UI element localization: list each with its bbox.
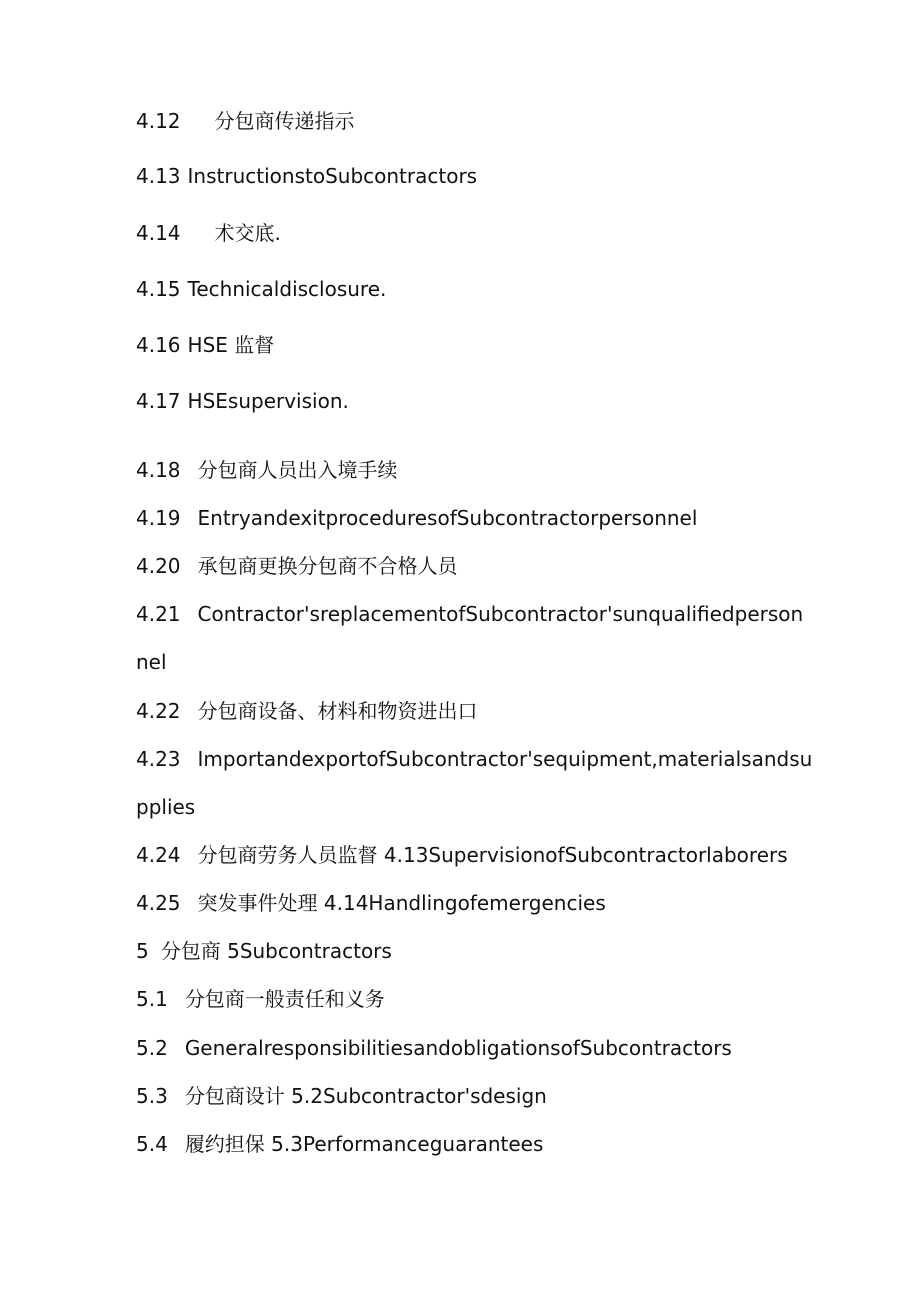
toc-line-continuation — [136, 650, 167, 674]
toc-line — [136, 891, 606, 915]
section-number: 4.16 — [136, 333, 181, 357]
section-title: 突发事件处理 4.14Handlingofemergencies — [197, 891, 606, 915]
section-title: EntryandexitproceduresofSubcontractorpersonnel — [197, 506, 698, 530]
section-number: 5.1 — [136, 987, 168, 1011]
toc-line — [136, 939, 392, 963]
section-number: 4.17 — [136, 389, 181, 413]
toc-line — [136, 109, 355, 133]
toc-line — [136, 1084, 547, 1108]
section-number: 4.18 — [136, 458, 181, 482]
toc-line — [136, 987, 385, 1011]
section-number: 5.2 — [136, 1036, 168, 1060]
toc-line — [136, 506, 697, 530]
section-number: 4.23 — [136, 747, 181, 771]
section-number: 4.15 — [136, 277, 181, 301]
section-title: HSEsupervision. — [187, 389, 349, 413]
section-number: 5.3 — [136, 1084, 168, 1108]
section-title: GeneralresponsibilitiesandobligationsofSubcontractors — [184, 1036, 732, 1060]
toc-line — [136, 389, 349, 413]
section-title: 分包商劳务人员监督 4.13SupervisionofSubcontractorlaborers — [197, 843, 788, 867]
toc-line-continuation — [136, 795, 195, 819]
section-title: 术交底. — [214, 221, 281, 245]
section-number: 4.24 — [136, 843, 181, 867]
section-number: 4.19 — [136, 506, 181, 530]
section-title: ImportandexportofSubcontractor'sequipment,materialsandsu — [197, 747, 813, 771]
section-title: 分包商 5Subcontractors — [160, 939, 392, 963]
section-number: 5 — [136, 939, 149, 963]
toc-line — [136, 747, 812, 771]
toc-line — [136, 602, 803, 626]
section-title: 分包商设备、材料和物资进出口 — [197, 699, 478, 723]
section-title-continuation: pplies — [136, 795, 196, 819]
section-title: 履约担保 5.3Performanceguarantees — [184, 1132, 544, 1156]
toc-line — [136, 458, 398, 482]
section-title: 承包商更换分包商不合格人员 — [197, 554, 458, 578]
section-number: 4.22 — [136, 699, 181, 723]
section-title: 分包商传递指示 — [214, 109, 355, 133]
section-number: 4.14 — [136, 221, 181, 245]
toc-line — [136, 699, 478, 723]
section-title: 分包商人员出入境手续 — [197, 458, 398, 482]
section-number: 4.20 — [136, 554, 181, 578]
toc-line — [136, 1036, 732, 1060]
section-number: 4.25 — [136, 891, 181, 915]
section-title: InstructionstoSubcontractors — [187, 164, 478, 188]
section-title-continuation: nel — [136, 650, 167, 674]
section-title: Contractor'sreplacementofSubcontractor'sunqualifiedperson — [197, 602, 804, 626]
toc-line — [136, 221, 281, 245]
section-title: 分包商设计 5.2Subcontractor'sdesign — [184, 1084, 547, 1108]
section-title: HSE 监督 — [187, 333, 275, 357]
section-title: 分包商一般责任和义务 — [184, 987, 385, 1011]
section-number: 4.21 — [136, 602, 181, 626]
toc-line — [136, 1132, 543, 1156]
section-number: 4.12 — [136, 109, 181, 133]
toc-line — [136, 164, 477, 188]
toc-line — [136, 277, 386, 301]
toc-line — [136, 843, 788, 867]
toc-line — [136, 554, 458, 578]
section-number: 5.4 — [136, 1132, 168, 1156]
toc-line — [136, 333, 274, 357]
section-title: Technicaldisclosure. — [187, 277, 387, 301]
section-number: 4.13 — [136, 164, 181, 188]
